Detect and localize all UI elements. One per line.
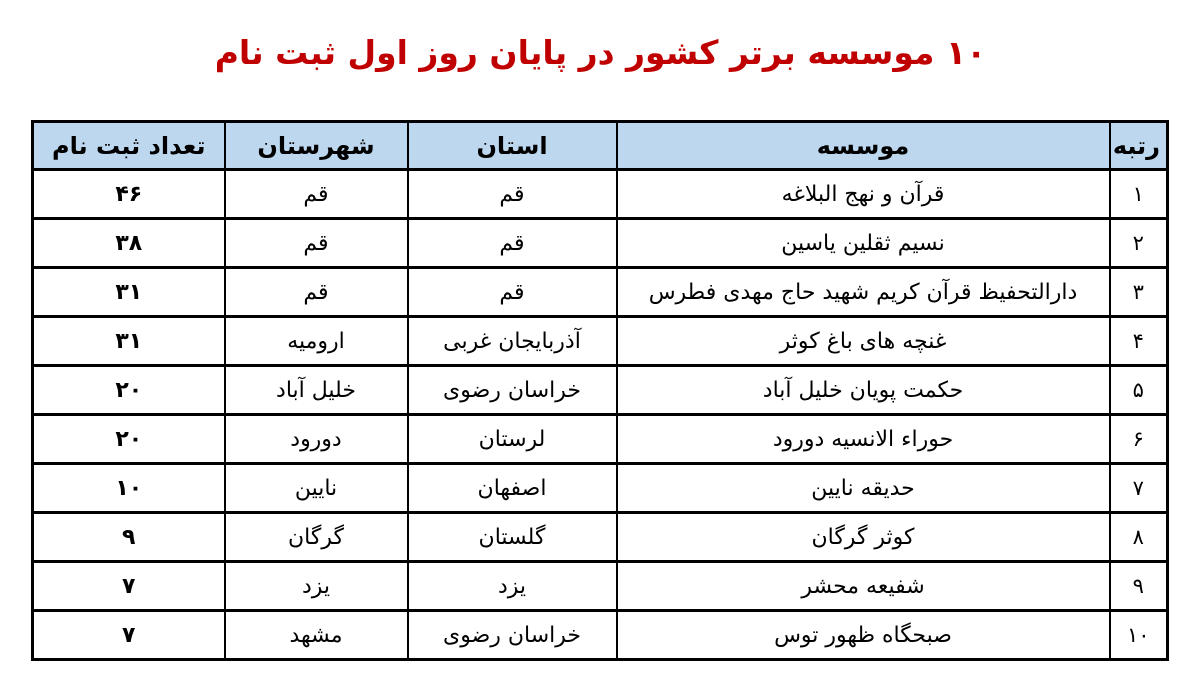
cell-institution: صبحگاه ظهور توس [617,611,1110,660]
cell-count: ۲۰ [33,415,225,464]
cell-county: قم [225,170,408,219]
cell-rank: ۲ [1110,219,1168,268]
table-row [33,366,1168,415]
column-header-rank: رتبه [1110,122,1168,170]
table-row [33,464,1168,513]
table-body [33,170,1168,660]
table-row [33,268,1168,317]
table-row [33,513,1168,562]
cell-county: دورود [225,415,408,464]
cell-count: ۳۱ [33,268,225,317]
column-header-province: استان [408,122,617,170]
cell-rank: ۶ [1110,415,1168,464]
table-row [33,611,1168,660]
table-row [33,317,1168,366]
column-header-institution: موسسه [617,122,1110,170]
cell-institution: حدیقه نایین [617,464,1110,513]
cell-rank: ۱۰ [1110,611,1168,660]
cell-rank: ۴ [1110,317,1168,366]
column-header-count: تعداد ثبت نام [33,122,225,170]
cell-count: ۷ [33,562,225,611]
top-institutions-table [31,120,1169,661]
cell-rank: ۱ [1110,170,1168,219]
cell-province: لرستان [408,415,617,464]
header-row [33,122,1168,170]
cell-province: قم [408,170,617,219]
cell-county: نایین [225,464,408,513]
cell-province: گلستان [408,513,617,562]
cell-institution: کوثر گرگان [617,513,1110,562]
cell-province: خراسان رضوی [408,366,617,415]
cell-institution: شفیعه محشر [617,562,1110,611]
cell-province: اصفهان [408,464,617,513]
column-header-county: شهرستان [225,122,408,170]
cell-count: ۷ [33,611,225,660]
cell-county: قم [225,268,408,317]
table-row [33,415,1168,464]
cell-county: یزد [225,562,408,611]
cell-province: یزد [408,562,617,611]
table-header [33,122,1168,170]
cell-county: مشهد [225,611,408,660]
cell-count: ۳۱ [33,317,225,366]
cell-institution: نسیم ثقلین یاسین [617,219,1110,268]
cell-institution: حوراء الانسیه دورود [617,415,1110,464]
cell-province: قم [408,268,617,317]
cell-rank: ۸ [1110,513,1168,562]
cell-count: ۳۸ [33,219,225,268]
cell-province: خراسان رضوی [408,611,617,660]
cell-institution: حکمت پویان خلیل آباد [617,366,1110,415]
cell-count: ۲۰ [33,366,225,415]
cell-count: ۴۶ [33,170,225,219]
cell-county: خلیل آباد [225,366,408,415]
cell-count: ۹ [33,513,225,562]
table-row [33,562,1168,611]
cell-county: قم [225,219,408,268]
cell-province: آذربایجان غربی [408,317,617,366]
cell-rank: ۵ [1110,366,1168,415]
cell-rank: ۳ [1110,268,1168,317]
cell-rank: ۷ [1110,464,1168,513]
table-row [33,170,1168,219]
cell-province: قم [408,219,617,268]
cell-count: ۱۰ [33,464,225,513]
table-row [33,219,1168,268]
cell-county: ارومیه [225,317,408,366]
cell-rank: ۹ [1110,562,1168,611]
cell-institution: قرآن و نهج البلاغه [617,170,1110,219]
cell-institution: دارالتحفیظ قرآن کریم شهید حاج مهدی فطرس [617,268,1110,317]
page-title: ۱۰ موسسه برتر کشور در پایان روز اول ثبت نام [214,33,987,72]
cell-institution: غنچه های باغ کوثر [617,317,1110,366]
cell-county: گرگان [225,513,408,562]
